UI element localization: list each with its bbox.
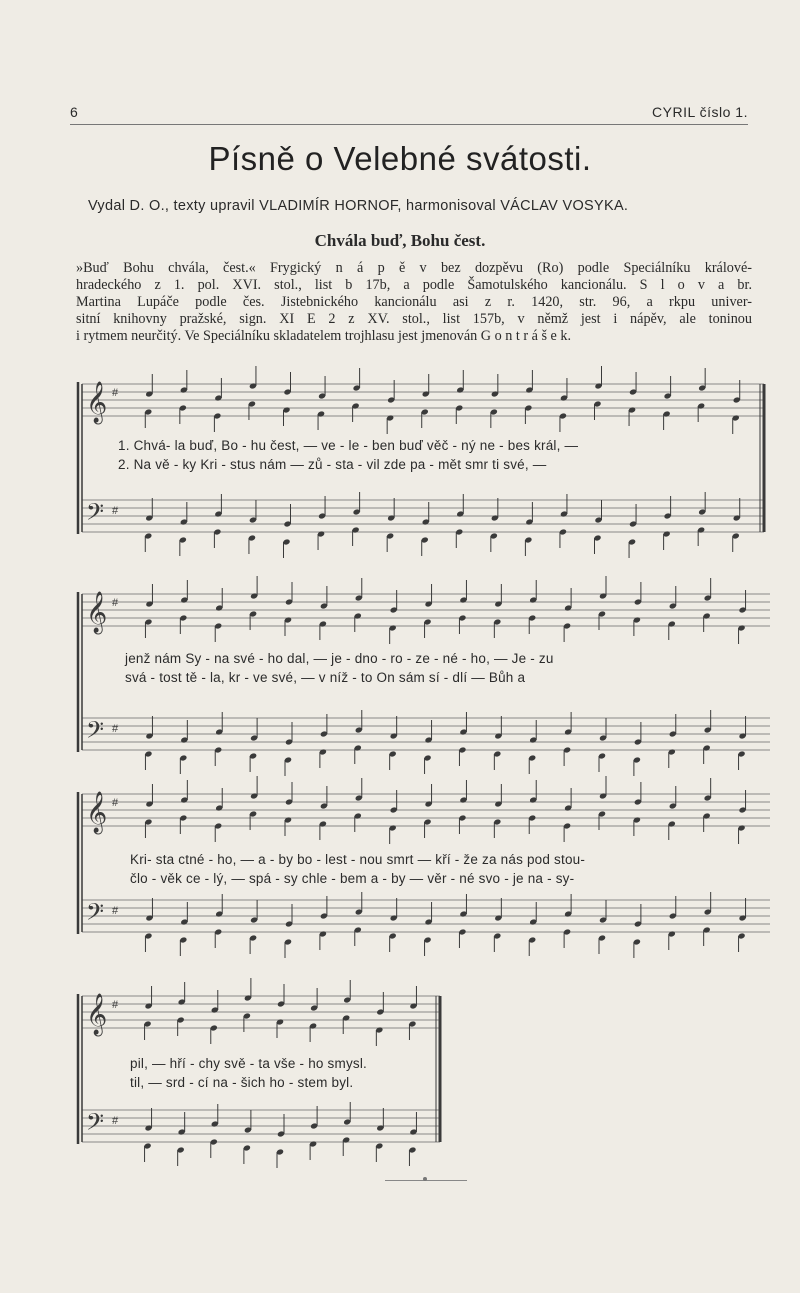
system-3-key-sharp: # — [112, 797, 119, 809]
lyric-verse-2: člo - věk ce - lý, — spá - sy chle - bem a - by — věr - né svo - je na - sy- — [130, 871, 575, 886]
running-head: CYRIL číslo 1. — [652, 104, 748, 120]
lyric-verse-1: jenž nám Sy - na své - ho dal, — je - dno - ro - ze - né - ho, — Je - zu — [125, 651, 554, 666]
lyric-verse-1: Kri- sta ctné - ho, — a - by bo - lest - nou smrt — kří - že za nás pod stou- — [130, 852, 586, 867]
system-1-key-sharp: # — [112, 387, 119, 399]
system-4-key-sharp: # — [112, 999, 119, 1011]
lyric-verse-1: pil, — hří - chy svě - ta vše - ho smysl. — [130, 1056, 368, 1071]
lyric-verse-2: 2. Na vě - ky Kri - stus nám — zů - sta - vil zde pa - mět smr ti své, — — [118, 457, 547, 472]
intro-line: i rytmem neurčitý. Ve Speciálníku skladatelem trojhlasu jest jmenován G o n t r á š e k. — [76, 328, 572, 344]
intro-line: Martina Lupáče podle čes. Jistebnického kancionálu asi z r. 1420, str. 96, a rkpu univer- — [76, 294, 752, 310]
credits-line: Vydal D. O., texty upravil VLADIMÍR HORNOF, harmonisoval VÁCLAV VOSYKA. — [88, 198, 629, 214]
system-2-key-sharp: # — [112, 723, 119, 735]
system-4-treble-clef: 𝄞 — [86, 994, 108, 1035]
song-title: Chvála buď, Bohu čest. — [314, 231, 486, 250]
intro-line: »Buď Bohu chvála, čest.« Frygický n á p ě v bez dozpěvu (Ro) podle Speciálníku králové- — [76, 260, 752, 276]
system-1-treble-clef: 𝄞 — [86, 382, 108, 423]
lyric-verse-2: svá - tost tě - la, kr - ve své, — v níž - to On sám sí - dlí — Bůh a — [125, 670, 526, 685]
system-4-key-sharp: # — [112, 1115, 119, 1127]
system-4-bass-clef: 𝄢 — [86, 1108, 105, 1141]
system-3-bass-clef: 𝄢 — [86, 898, 105, 931]
system-3-key-sharp: # — [112, 905, 119, 917]
system-1-key-sharp: # — [112, 505, 119, 517]
end-ornament-dot — [423, 1177, 427, 1181]
page-title: Písně o Velebné svátosti. — [208, 140, 592, 177]
intro-line: sitní knihovny pražské, sign. XI E 2 z XV. stol., list 157b, v němž jest i nápěv, ale toninou — [76, 311, 752, 327]
page-number: 6 — [70, 104, 78, 120]
system-1-bass-clef: 𝄢 — [86, 498, 105, 531]
intro-line: hradeckého z 1. pol. XVI. stol., list b 17b, a podle Šamotulského kancionálu. S l o v a br. — [76, 277, 752, 293]
system-2-bass-clef: 𝄢 — [86, 716, 105, 749]
system-2-treble-clef: 𝄞 — [86, 592, 108, 633]
lyric-verse-2: til, — srd - cí na - šich ho - stem byl. — [130, 1075, 354, 1090]
lyric-verse-1: 1. Chvá- la buď, Bo - hu čest, — ve - le - ben buď věč - ný ne - bes král, — — [118, 438, 579, 453]
system-2-key-sharp: # — [112, 597, 119, 609]
system-3-treble-clef: 𝄞 — [86, 792, 108, 833]
